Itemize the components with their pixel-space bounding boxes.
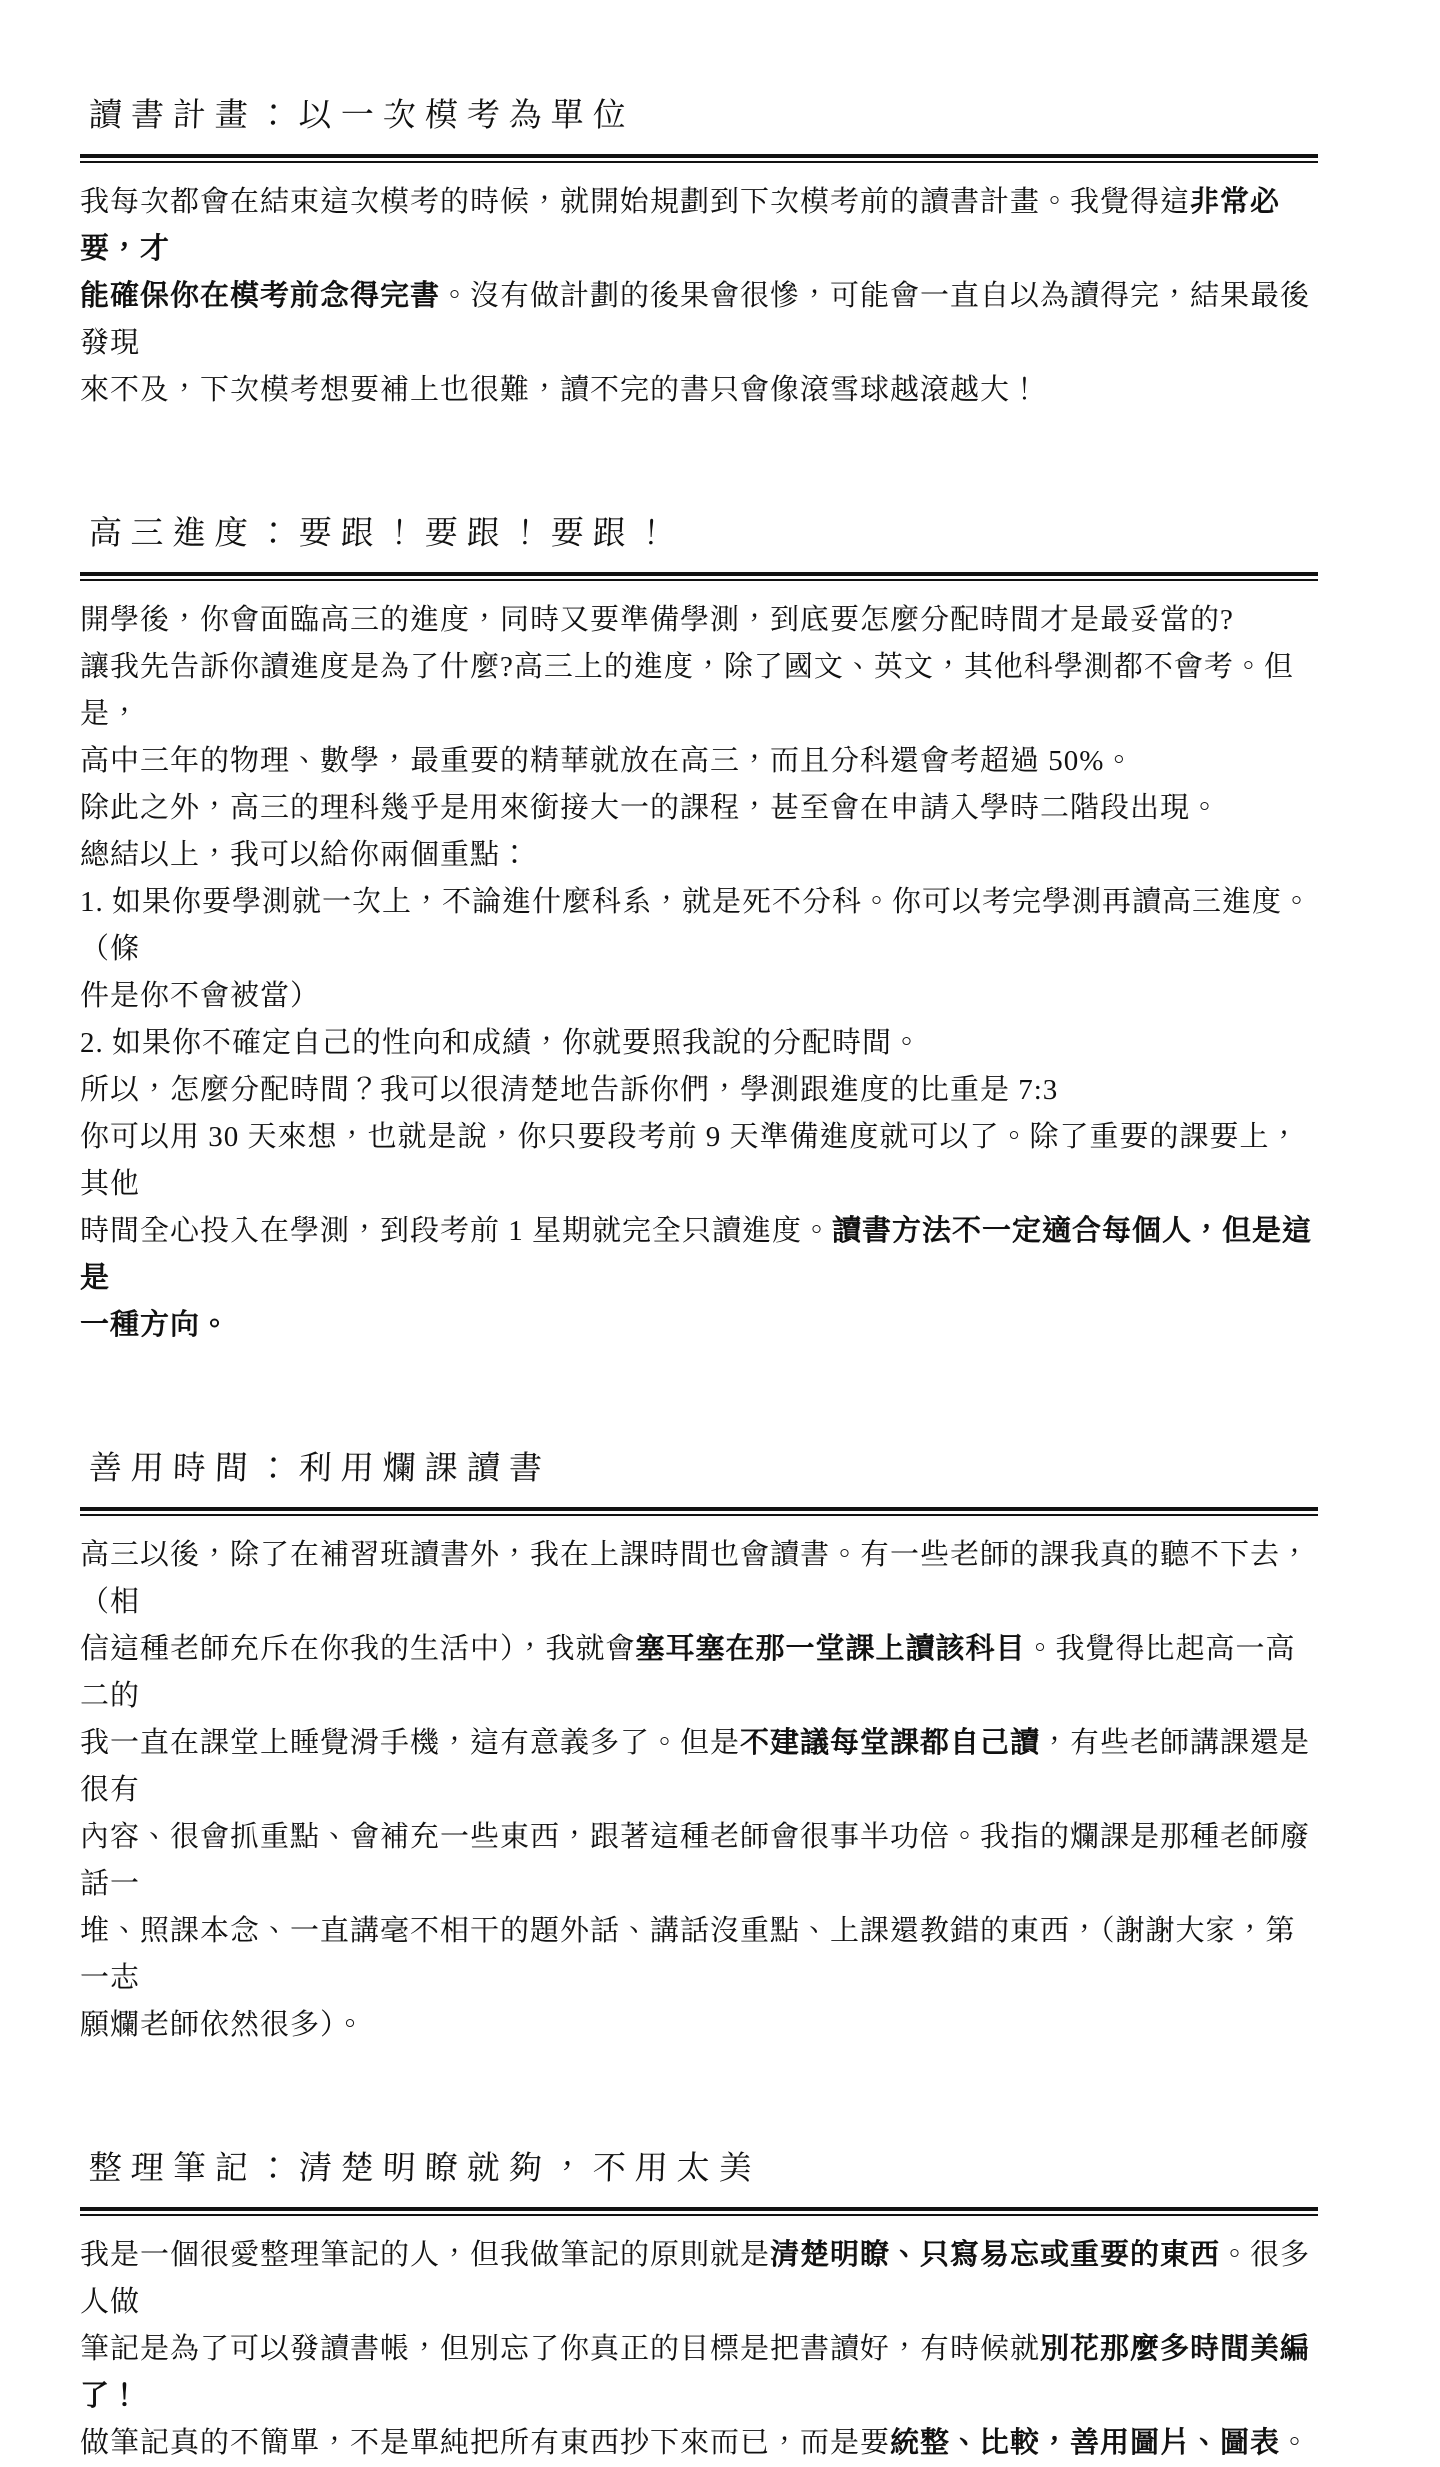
text-run: 堆、照課本念、一直講毫不相干的題外話、講話沒重點、上課還教錯的東西，（謝謝大家，第一志 <box>80 1915 1296 1994</box>
section-senior-year-progress <box>80 510 1318 1349</box>
bold-run: 一種方向。 <box>80 1309 231 1341</box>
text-line <box>80 1114 1318 1208</box>
text-run: 做筆記真的不簡單，不是單純把所有東西抄下來而已，而是要 <box>80 2427 891 2459</box>
text-run: 開學後，你會面臨高三的進度，同時又要準備學測，到底要怎麼分配時間才是最妥當的? <box>80 604 1234 636</box>
text-line <box>80 2232 1318 2326</box>
text-run: 所以，怎麼分配時間？我可以很清楚地告訴你們，學測跟進度的比重是 7:3 <box>80 1074 1059 1106</box>
heading-rule <box>80 2207 1318 2216</box>
bold-run: 能確保你在模考前念得完書 <box>80 280 441 312</box>
section-heading: 讀書計畫：以一次模考為單位 <box>88 95 636 134</box>
text-run: 總結以上，我可以給你兩個重點： <box>80 839 531 871</box>
text-run: 筆記是為了可以發讀書帳，但別忘了你真正的目標是把書讀好，有時候就 <box>80 2333 1041 2365</box>
bold-run: 讀書方法不一定適合每個人，但是這是 <box>80 1215 1313 1294</box>
text-run: 內容、很會抓重點、會補充一些東西，跟著這種老師會很事半功倍。我指的爛課是那種老師廢話一 <box>80 1821 1311 1900</box>
text-line <box>80 879 1318 973</box>
text-line <box>80 367 1318 414</box>
section-body <box>80 2232 1318 2467</box>
text-line <box>80 1626 1318 1720</box>
text-run: 。我覺得比起高一高二的 <box>80 1633 1296 1712</box>
text-line <box>80 1020 1318 1067</box>
section-organize-notes <box>80 2145 1318 2467</box>
text-line <box>80 973 1318 1020</box>
text-line <box>80 2326 1318 2420</box>
heading-rule <box>80 572 1318 581</box>
text-line <box>80 1532 1318 1626</box>
text-run: 高三以後，除了在補習班讀書外，我在上課時間也會讀書。有一些老師的課我真的聽不下去，（相 <box>80 1539 1311 1618</box>
text-run: 信這種老師充斥在你我的生活中），我就會 <box>80 1633 636 1665</box>
text-run: 。 <box>1280 2427 1311 2459</box>
bold-run: 塞耳塞在那一堂課上讀該科目 <box>635 1633 1026 1665</box>
text-run: ，有些老師講課還是很有 <box>80 1727 1311 1806</box>
section-use-time-wisely <box>80 1445 1318 2049</box>
heading-rule <box>80 154 1318 163</box>
text-line <box>80 832 1318 879</box>
text-line <box>80 1720 1318 1814</box>
text-run: 我是一個很愛整理筆記的人，但我做筆記的原則就是 <box>80 2239 771 2271</box>
text-line <box>80 2420 1318 2467</box>
heading-rule <box>80 1507 1318 1516</box>
section-heading: 高三進度：要跟！要跟！要跟！ <box>88 513 678 552</box>
text-run: 我每次都會在結束這次模考的時候，就開始規劃到下次模考前的讀書計畫。我覺得這 <box>80 186 1191 218</box>
text-line <box>80 785 1318 832</box>
text-line <box>80 1302 1318 1349</box>
text-run: 來不及，下次模考想要補上也很難，讀不完的書只會像滾雪球越滾越大！ <box>80 374 1041 406</box>
text-run: 你可以用 30 天來想，也就是說，你只要段考前 9 天準備進度就可以了。除了重要的課要上，其他 <box>80 1121 1300 1200</box>
bold-run: 統整、比較，善用圖片、圖表 <box>890 2427 1281 2459</box>
text-run: 讓我先告訴你讀進度是為了什麼?高三上的進度，除了國文、英文，其他科學測都不會考。但是， <box>80 651 1294 730</box>
text-run: 。沒有做計劃的後果會很慘，可能會一直自以為讀得完，結果最後發現 <box>80 280 1311 359</box>
bold-run: 非常必要，才 <box>80 186 1281 265</box>
section-body <box>80 1532 1318 2049</box>
text-line <box>80 1067 1318 1114</box>
text-run: 1. 如果你要學測就一次上，不論進什麼科系，就是死不分科。你可以考完學測再讀高三進度。（條 <box>80 886 1313 965</box>
text-run: 除此之外，高三的理科幾乎是用來銜接大一的課程，甚至會在申請入學時二階段出現。 <box>80 792 1221 824</box>
text-line <box>80 738 1318 785</box>
section-body <box>80 179 1318 414</box>
text-run: 。很多人做 <box>80 2239 1311 2318</box>
text-line <box>80 597 1318 644</box>
text-run: 我一直在課堂上睡覺滑手機，這有意義多了。但是 <box>80 1727 741 1759</box>
text-line <box>80 2002 1318 2049</box>
bold-run: 清楚明瞭、只寫易忘或重要的東西 <box>770 2239 1221 2271</box>
section-heading: 善用時間：利用爛課讀書 <box>88 1448 552 1487</box>
text-line <box>80 1814 1318 1908</box>
text-run: 2. 如果你不確定自己的性向和成績，你就要照我說的分配時間。 <box>80 1027 923 1059</box>
text-line <box>80 644 1318 738</box>
text-run: 高中三年的物理、數學，最重要的精華就放在高三，而且分科還會考超過 50%。 <box>80 745 1135 777</box>
bold-run: 別花那麼多時間美編了！ <box>80 2333 1311 2412</box>
bold-run: 不建議每堂課都自己讀 <box>740 1727 1041 1759</box>
text-run: 願爛老師依然很多）。 <box>80 2009 366 2041</box>
section-heading: 整理筆記：清楚明瞭就夠，不用太美 <box>88 2148 762 2187</box>
text-run: 時間全心投入在學測，到段考前 1 星期就完全只讀進度。 <box>80 1215 833 1247</box>
text-line <box>80 1208 1318 1302</box>
text-run: 件是你不會被當） <box>80 980 321 1012</box>
text-line <box>80 273 1318 367</box>
text-line <box>80 1908 1318 2002</box>
text-line <box>80 179 1318 273</box>
section-reading-plan <box>80 92 1318 414</box>
section-body <box>80 597 1318 1349</box>
